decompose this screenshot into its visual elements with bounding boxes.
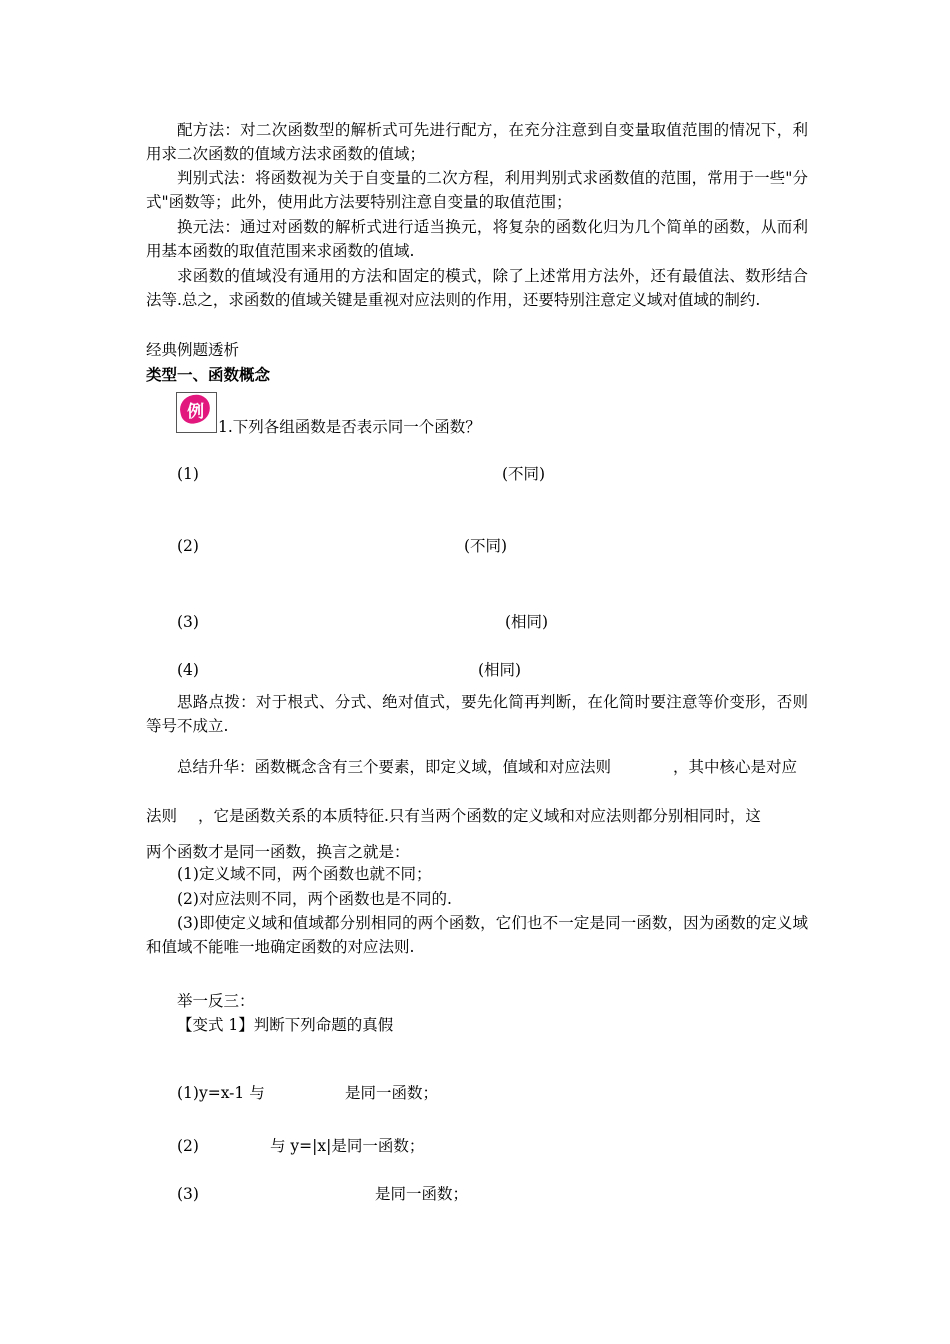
conclusion-point-2: (2)对应法则不同，两个函数也是不同的. — [177, 890, 452, 908]
conclusion-line1-start: 总结升华：函数概念含有三个要素，即定义域，值域和对应法则 — [177, 758, 612, 776]
example-question: 1.下列各组函数是否表示同一个函数？ — [218, 418, 481, 436]
example-item-answer: (相同) — [478, 661, 522, 679]
conclusion-line1-end: ，其中核心是对应 — [673, 758, 798, 776]
conclusion-line3: 两个函数才是同一函数，换言之就是： — [146, 843, 410, 861]
hint-paragraph: 思路点拨：对于根式、分式、绝对值式，要先化简再判断，在化简时要注意等价变形，否则等号不成立. — [146, 693, 808, 735]
conclusion-line2-start: 法则 — [146, 807, 178, 825]
example-item-num: (4) — [177, 661, 199, 679]
type-title: 类型一、函数概念 — [146, 366, 271, 384]
conclusion-line2-end: ，它是函数关系的本质特征.只有当两个函数的定义域和对应法则都分别相同时，这 — [198, 807, 761, 825]
example-item-answer: (不同) — [464, 537, 508, 555]
method-huanyuan: 换元法：通过对函数的解析式进行适当换元，将复杂的函数化归为几个简单的函数，从而利用基本函数的取值范围来求函数的值域. — [146, 218, 808, 260]
example-badge-label: 例 — [186, 401, 204, 422]
method-peifang: 配方法：对二次函数型的解析式可先进行配方，在充分注意到自变量取值范围的情况下，利用求二次函数的值域方法求函数的值域； — [146, 121, 808, 163]
section-title: 经典例题透析 — [146, 341, 240, 359]
example-badge-icon — [176, 392, 217, 433]
example-item-num: (3) — [177, 613, 199, 631]
example-item-answer: (相同) — [505, 613, 549, 631]
example-item-num: (2) — [177, 537, 199, 555]
conclusion-point-1: (1)定义域不同，两个函数也就不同； — [177, 865, 432, 883]
variation-item-right: 与 y=|x|是同一函数； — [270, 1137, 425, 1155]
example-badge-shape — [177, 392, 212, 426]
variation-title: 【变式 1】判断下列命题的真假 — [177, 1016, 394, 1034]
conclusion-point-3: (3)即使定义域和值域都分别相同的两个函数，它们也不一定是同一函数，因为函数的定义域和值域不能唯一地确定函数的对应法则. — [146, 914, 808, 956]
example-item-answer: (不同) — [502, 465, 546, 483]
variation-item-left: (3) — [177, 1185, 199, 1203]
variation-item-right: 是同一函数； — [375, 1185, 469, 1203]
example-item-num: (1) — [177, 465, 199, 483]
variation-intro: 举一反三： — [177, 992, 255, 1010]
method-panbie: 判别式法：将函数视为关于自变量的二次方程，利用判别式求函数值的范围，常用于一些"分式"函数等；此外，使用此方法要特别注意自变量的取值范围； — [146, 169, 808, 211]
variation-item-left: (2) — [177, 1137, 199, 1155]
variation-item-right: 是同一函数； — [345, 1084, 439, 1102]
method-summary: 求函数的值域没有通用的方法和固定的模式，除了上述常用方法外，还有最值法、数形结合法等.总之，求函数的值域关键是重视对应法则的作用，还要特别注意定义域对值域的制约. — [146, 267, 808, 309]
variation-item-left: (1)y=x-1 与 — [177, 1084, 265, 1102]
